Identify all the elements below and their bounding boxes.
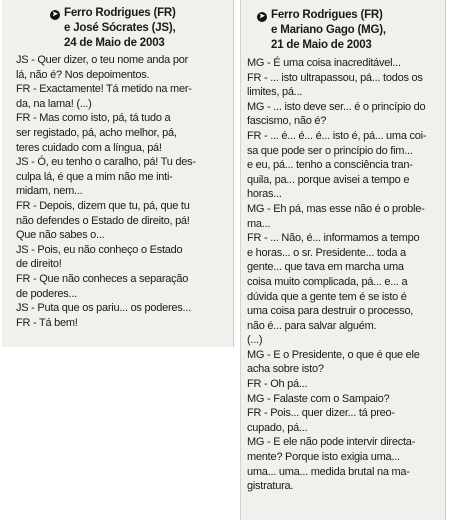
arrow-right-icon: ➤ [257,12,267,22]
transcript-line: cupado, pá... [247,421,308,434]
transcript-line: MG - Eh pá, mas esse não é o proble- [247,202,425,215]
transcript-line: MG - Falaste com o Sampaio? [247,392,390,405]
transcript-line: da, na lama! (...) [16,97,92,110]
transcript-line: de poderes... [16,287,77,300]
transcript-line: dúvida que a gente tem é se isto é [247,290,407,303]
left-transcript [16,53,196,330]
transcript-line: de direito! [16,258,62,271]
transcript-line: JS - Pois, eu não conheço o Estado [16,243,183,256]
transcript-line: MG - ... isto deve ser... é o princípio do [247,100,426,113]
right-header-line1: Ferro Rodrigues (FR) [271,9,383,21]
transcript-line: sa que pode ser o princípio do fim... [247,144,413,157]
transcript-line: gistratura. [247,480,294,493]
transcript-line: FR - Tá bem! [16,316,78,329]
left-header-line1: Ferro Rodrigues (FR) [64,7,176,19]
transcript-line: coisa muito complicada, pá... e... a [247,275,408,288]
transcript-line: FR - Mas como isto, pá, tá tudo a [16,112,171,125]
transcript-line: quila, pa... porque avisei a tempo e [247,173,410,186]
transcript-line: uma... uma... medida brutal na ma- [247,465,410,478]
right-clipping [240,0,446,520]
transcript-line: JS - Ó, eu tenho o caralho, pá! Tu des- [16,156,196,169]
transcript-line: FR - Oh pá... [247,378,308,391]
transcript-line: FR - Que não conheces a separação [16,272,189,285]
transcript-line: limites, pá... [247,86,303,99]
transcript-line: acha sobre isto? [247,363,324,376]
transcript-line: e horas... o sr. Presidente... toda a [247,246,406,259]
transcript-line: não é... para salvar alguém. [247,319,377,332]
transcript-line: FR - Pois... quer dizer... tá preo- [247,407,395,420]
right-header [257,8,386,53]
transcript-line: mente? Porque isto exigia uma... [247,451,400,464]
transcript-line: FR - ... Não, é... informamos a tempo [247,232,420,245]
transcript-line: MG - E ele não pode intervir directa- [247,436,416,449]
right-transcript [247,56,426,494]
transcript-line: FR - Exactamente! Tá metido na mer- [16,83,192,96]
transcript-line: MG - E o Presidente, o que é que ele [247,348,420,361]
transcript-line: não defendes o Estado de direito, pá! [16,214,190,227]
right-header-line3: 21 de Maio de 2003 [271,39,372,51]
transcript-line: uma coisa para destruir o processo, [247,305,414,318]
transcript-line: Que não sabes o... [16,229,105,242]
transcript-line: e eu, pá... tenho a consciência tran- [247,159,413,172]
left-clipping [2,0,234,347]
transcript-line: FR - ... é... é... é... isto é, pá... uma coi- [247,129,427,142]
transcript-line: gente... que tava em marcha uma [247,261,404,274]
right-header-line2: e Mariano Gago (MG), [271,24,386,36]
transcript-line: teres cuidado com a língua, pá! [16,141,162,154]
transcript-line: JS - Puta que os pariu... os poderes... [16,302,191,315]
transcript-line: fascismo, não é? [247,115,327,128]
arrow-right-icon: ➤ [50,10,60,20]
transcript-line: midam, nem... [16,185,83,198]
transcript-line: MG - É uma coisa inacreditável... [247,57,401,69]
transcript-line: FR - Depois, dizem que tu, pá, que tu [16,199,190,212]
transcript-line: ser registado, pá, acho melhor, pá, [16,126,177,139]
left-header-line3: 24 de Maio de 2003 [64,37,165,49]
left-header [50,6,176,51]
transcript-line: ma... [247,217,271,230]
transcript-line: lá, não é? Nos depoimentos. [16,68,150,81]
left-header-line2: e José Sócrates (JS), [64,22,176,34]
transcript-line: culpa lá, é que a mim não me inti- [16,170,173,183]
transcript-line: (...) [247,334,263,347]
transcript-line: JS - Quer dizer, o teu nome anda por [16,54,188,66]
transcript-line: horas... [247,188,282,201]
transcript-line: FR - ... isto ultrapassou, pá... todos os [247,71,423,84]
